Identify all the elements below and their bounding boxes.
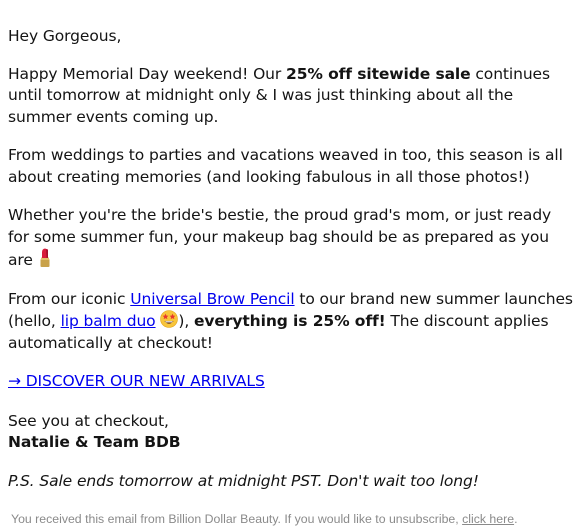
cta-paragraph [8, 371, 576, 393]
unsubscribe-footer [11, 512, 577, 527]
universal-brow-pencil-link[interactable]: Universal Brow Pencil [130, 289, 295, 308]
postscript: P.S. Sale ends tomorrow at midnight PST. Don't wait too long! [8, 471, 479, 490]
products-text-start: From our iconic [8, 289, 131, 308]
greeting: Hey Gorgeous, [8, 27, 122, 45]
intro-paragraph [8, 64, 576, 129]
discover-new-arrivals-link[interactable]: → DISCOVER OUR NEW ARRIVALS [8, 372, 265, 390]
email-body [8, 26, 576, 509]
footer-text: You received this email from Billion Dollar Beauty. If you would like to unsubscribe, [11, 512, 463, 526]
signoff-text: See you at checkout, [8, 411, 169, 430]
products-paragraph [8, 289, 576, 355]
makeup-bag-text: Whether you're the bride's bestie, the proud grad's mom, or just ready for some summer fun, your makeup bag should be as prepared as you are [8, 206, 552, 269]
signature: Natalie & Team BDB [8, 433, 181, 451]
star-struck-emoji-icon [160, 310, 178, 328]
products-text-mid: to our brand new summer launches (hello, [8, 289, 573, 330]
sale-highlight: 25% off sitewide sale [286, 64, 471, 83]
intro-text-start: Happy Memorial Day weekend! Our [8, 64, 287, 83]
lipstick-icon [38, 248, 52, 267]
intro-text-end: continues until tomorrow at midnight only & I was just thinking about all the summer events coming up. [8, 64, 550, 126]
footer-period: . [514, 512, 518, 526]
everything-off-highlight: everything is 25% off! [194, 312, 386, 330]
memories-paragraph: From weddings to parties and vacations weaved in too, this season is all about creating memories (and looking fabulous in all those photos!) [8, 146, 563, 186]
signoff-block [8, 411, 576, 454]
lip-balm-duo-link[interactable]: lip balm duo [60, 312, 156, 330]
makeup-bag-paragraph [8, 205, 576, 272]
products-text-end: The discount applies automatically at checkout! [8, 312, 549, 352]
unsubscribe-link[interactable]: click here [462, 512, 515, 526]
products-text-close: ), [178, 312, 194, 330]
